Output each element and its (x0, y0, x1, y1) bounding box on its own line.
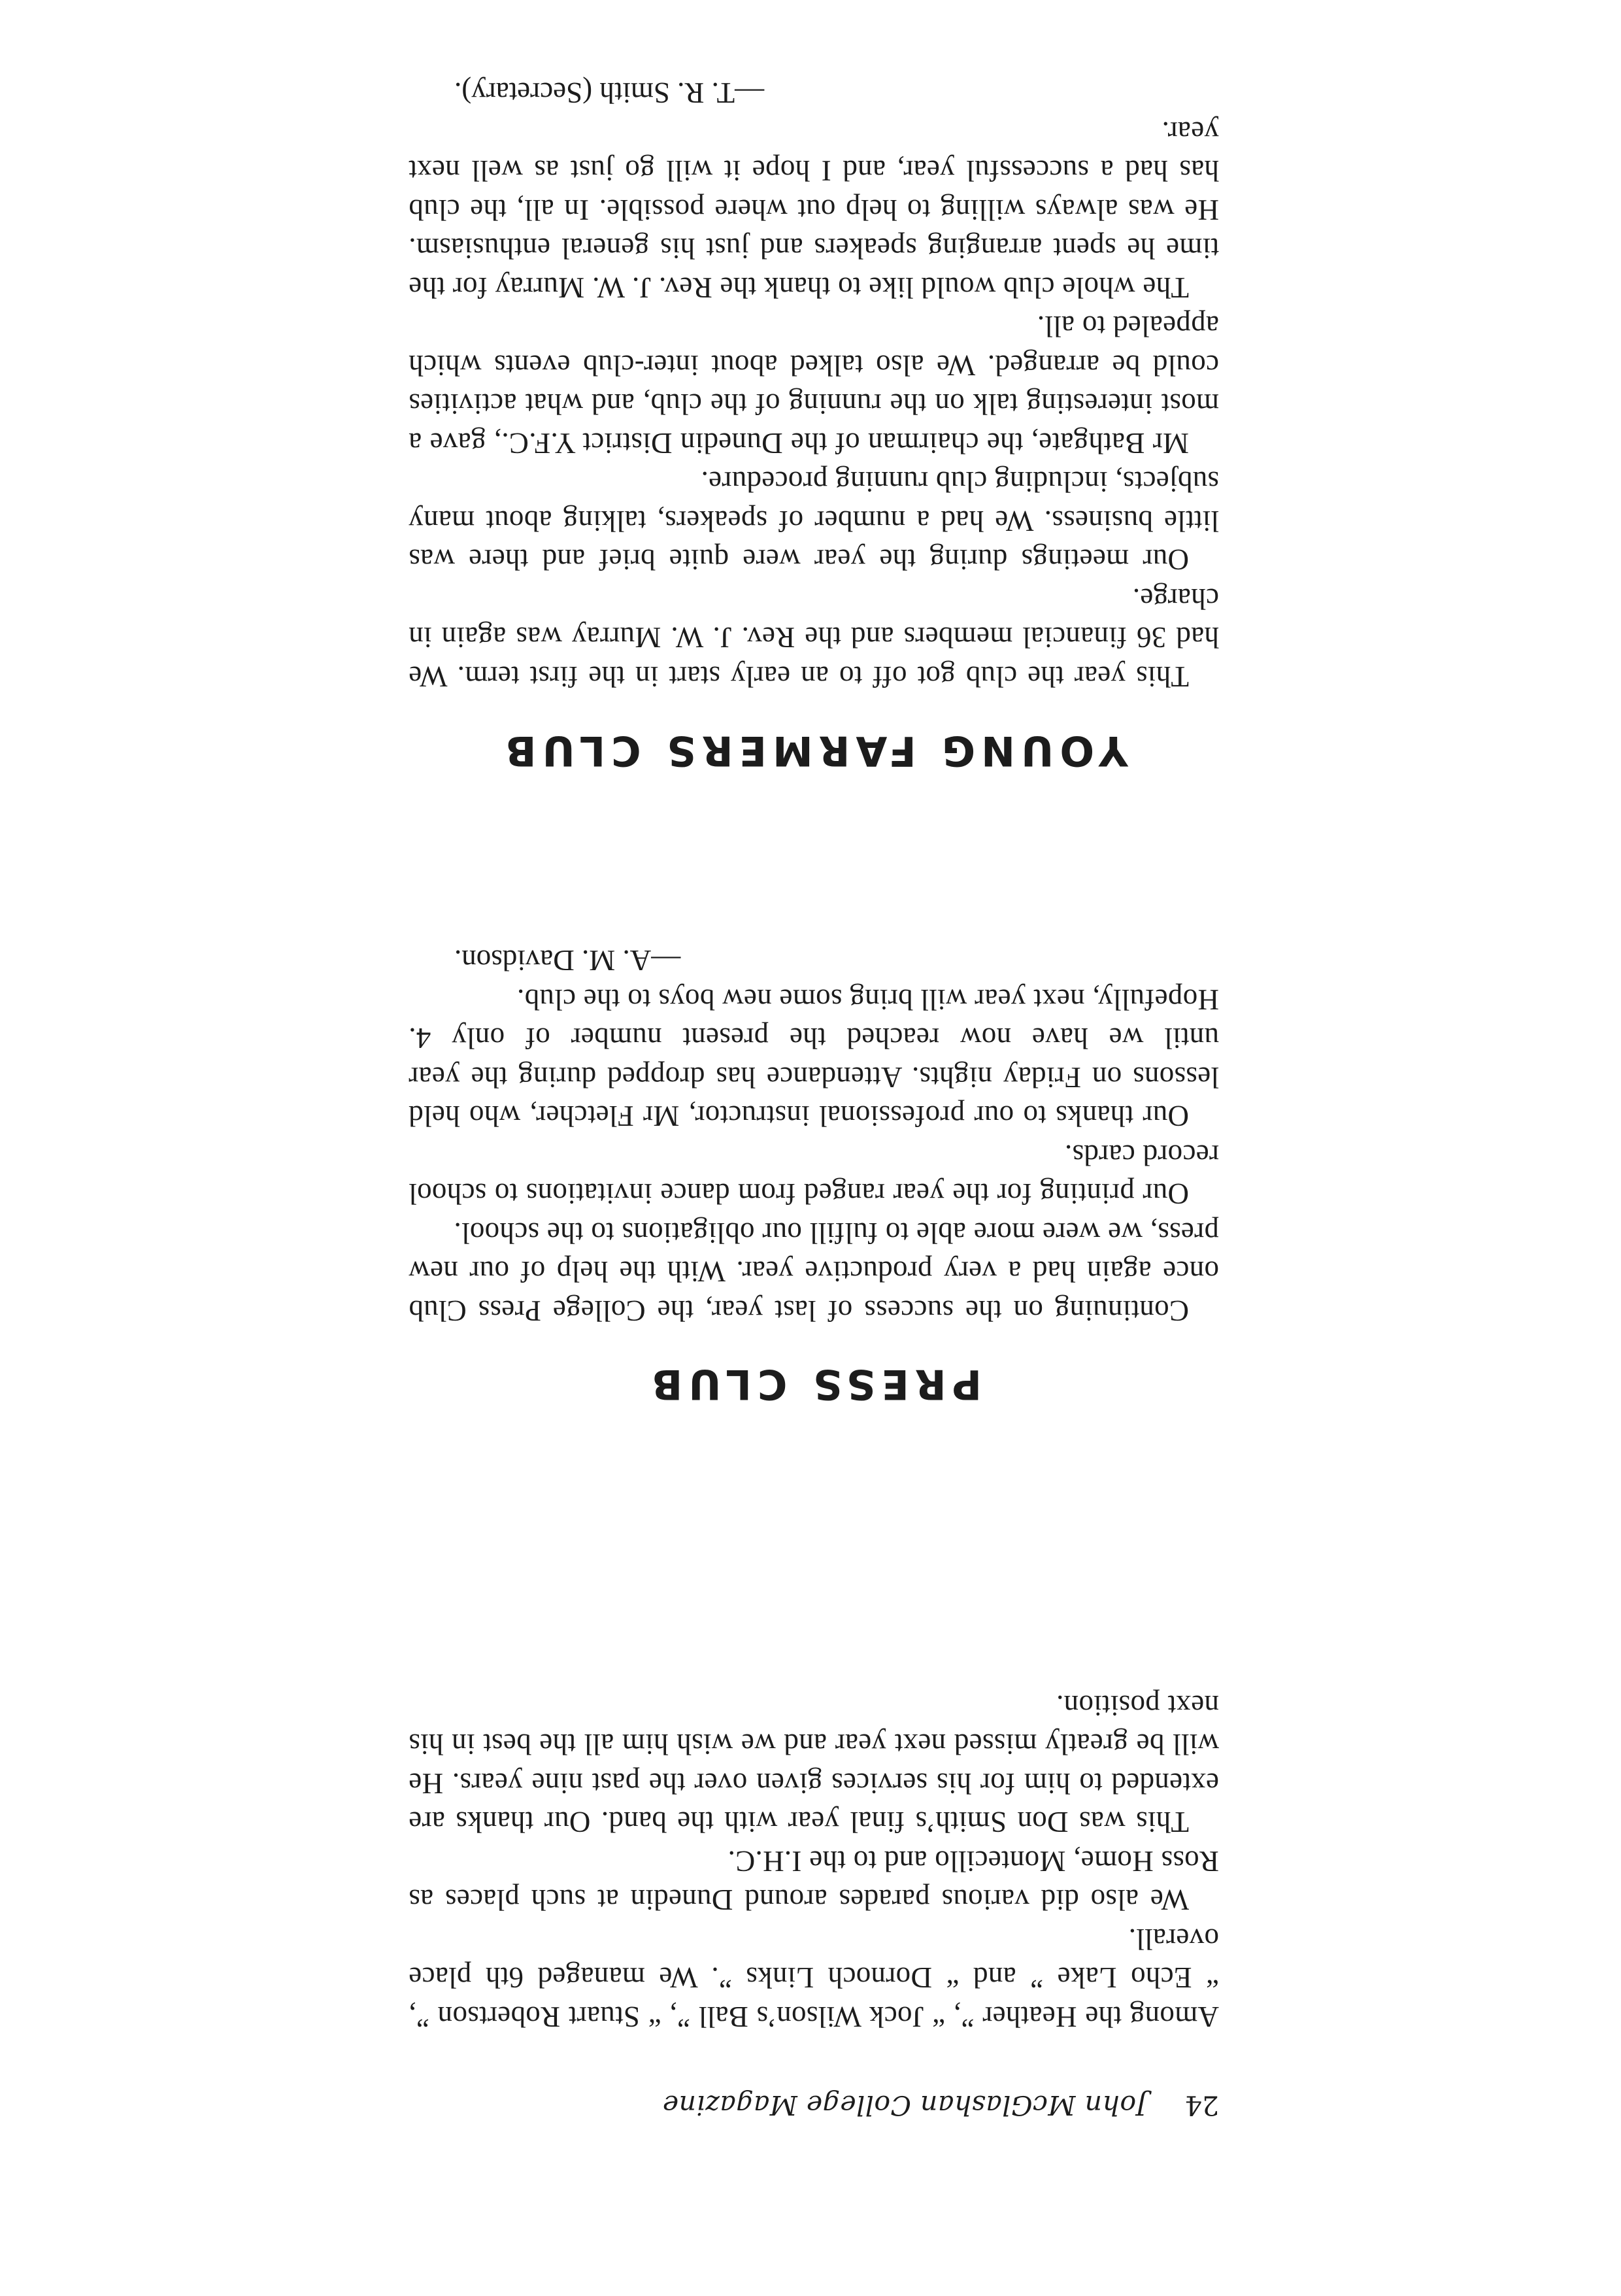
band-paragraph: This was Don Smith’s final year with the band. Our thanks are extended to him for his services given over the past nine years. He will be greatly missed next year and we wish him all the best in his next position. (409, 1689, 1219, 1839)
young-farmers-signature: —T. R. Smith (Secretary). (454, 76, 765, 110)
press-club-paragraph: Continuing on the success of last year, the College Press Club once again had a very productive year. With the help of our new press, we were more able to fulfill our obligations to the school. (409, 1217, 1219, 1327)
young-farmers-paragraph: The whole club would like to thank the Rev. J. W. Murray for the time he spent arranging speakers and just his general enthusiasm. He was always willing to help out where possible. In all, the club has had a successful year, and I hope it will go just as well next year. (409, 116, 1219, 304)
young-farmers-club-heading: YOUNG FARMERS CLUB (499, 727, 1128, 775)
band-report-section (409, 1686, 1219, 2036)
press-club-paragraph: Our thanks to our professional instructor, Mr Fletcher, who held lessons on Friday nights. Attendance has dropped during the year until we have now reached the present number of only 4. Hopefully, next year will bring some new boys to the club. (409, 983, 1219, 1133)
band-paragraph: Among the Heather ”, “ Jock Wilson’s Ball ”, “ Stuart Robertson ”, “ Echo Lake ” and “ Dornoch Links ”. We managed 6th place overall. (409, 1923, 1219, 2033)
band-paragraph: We also did various parades around Dunedin at such places as Ross Home, Montecillo and to the I.H.C. (409, 1845, 1219, 1917)
press-club-signature: —A. M. Davidson. (454, 944, 681, 977)
young-farmers-club-section (409, 73, 1219, 696)
young-farmers-paragraph: Mr Bathgate, the chairman of the Dunedin District Y.F.C., gave a most interesting talk on the running of the club, and what activities could be arranged. We also talked about inter-club events which appealed to all. (409, 310, 1219, 460)
press-club-heading: PRESS CLUB (645, 1360, 982, 1408)
running-head (409, 2082, 1219, 2121)
young-farmers-paragraph: Our meetings during the year were quite brief and there was little business. We had a number of speakers, talking about many subjects, including club running procedure. (409, 465, 1219, 577)
press-club-paragraph: Our printing for the year ranged from dance invitations to school record cards. (409, 1139, 1219, 1211)
page-number: 24 (1184, 2089, 1219, 2121)
magazine-title: John McGlashan College Magazine (662, 2089, 1147, 2121)
young-farmers-paragraph: This year the club got off to an early start in the first term. We had 36 financial members and the Rev. J. W. Murray was again in charge. (409, 582, 1219, 693)
press-club-section (409, 941, 1219, 1330)
